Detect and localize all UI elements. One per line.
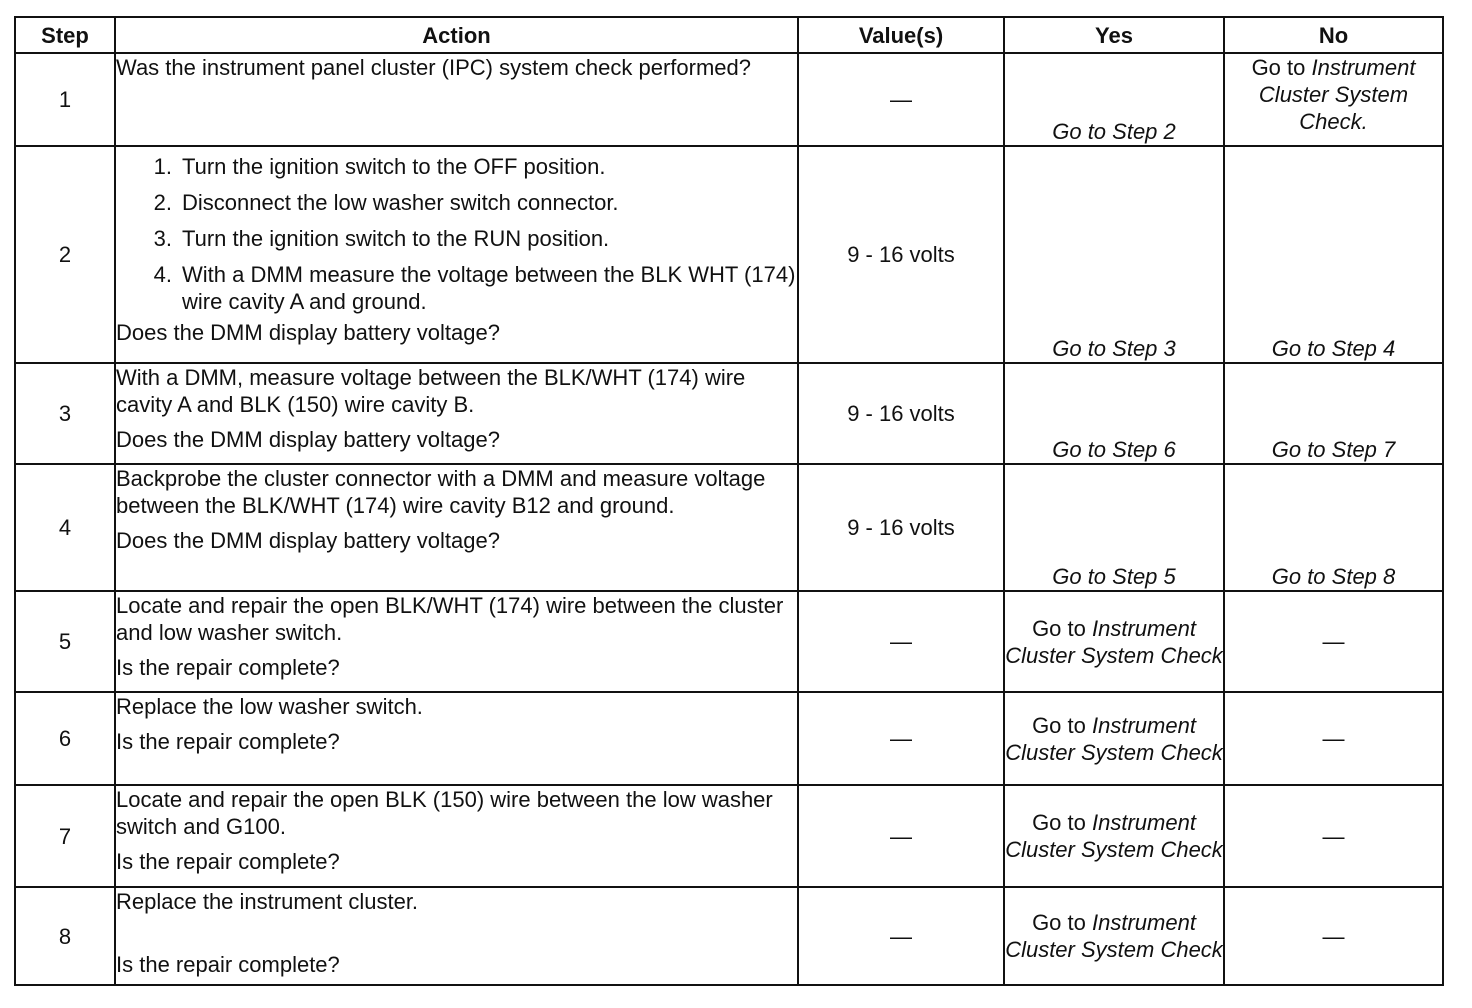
substep-number: 4. bbox=[153, 262, 172, 287]
diagnostic-table bbox=[14, 16, 1444, 986]
action-text: Replace the low washer switch. bbox=[116, 694, 423, 719]
table-row bbox=[15, 785, 1443, 887]
no-cell: — bbox=[1224, 591, 1443, 692]
step-number: 8 bbox=[15, 887, 115, 985]
action-text: Locate and repair the open BLK (150) wire between the low washer switch and G100. bbox=[116, 787, 773, 839]
step-number: 7 bbox=[15, 785, 115, 887]
substep bbox=[116, 261, 797, 315]
value-cell: 9 - 16 volts bbox=[798, 146, 1004, 363]
value-cell: 9 - 16 volts bbox=[798, 363, 1004, 464]
action-text: Was the instrument panel cluster (IPC) system check performed? bbox=[116, 55, 751, 80]
value-cell: — bbox=[798, 692, 1004, 785]
value-cell: — bbox=[798, 785, 1004, 887]
yes-cell bbox=[1004, 591, 1224, 692]
action-cell bbox=[115, 887, 798, 985]
yes-prefix: Go to bbox=[1032, 615, 1086, 641]
action-cell bbox=[115, 785, 798, 887]
yes-prefix: Go to bbox=[1032, 910, 1086, 935]
no-cell: — bbox=[1224, 692, 1443, 785]
step-number: 3 bbox=[15, 363, 115, 464]
action-question: Is the repair complete? bbox=[116, 952, 340, 977]
step-number: 6 bbox=[15, 692, 115, 785]
table-row bbox=[15, 363, 1443, 464]
action-cell bbox=[115, 464, 798, 591]
action-cell bbox=[115, 363, 798, 464]
substep bbox=[116, 189, 797, 216]
value-cell: 9 - 16 volts bbox=[798, 464, 1004, 591]
value-cell: — bbox=[798, 53, 1004, 146]
no-cell: Go to Step 7 bbox=[1224, 363, 1443, 464]
yes-cell bbox=[1004, 887, 1224, 985]
yes-prefix: Go to bbox=[1032, 712, 1086, 738]
yes-link: Instrument Cluster System Check bbox=[1005, 910, 1223, 962]
yes-link: Instrument Cluster System Check bbox=[1005, 615, 1223, 668]
action-substeps bbox=[116, 153, 797, 315]
substep bbox=[116, 153, 797, 180]
no-link: Instrument Cluster System Check. bbox=[1258, 55, 1416, 134]
yes-link: Instrument Cluster System Check bbox=[1005, 712, 1223, 765]
substep-text: Turn the ignition switch to the RUN position. bbox=[182, 226, 610, 251]
table-row bbox=[15, 887, 1443, 985]
table-row bbox=[15, 53, 1443, 146]
yes-cell bbox=[1004, 692, 1224, 785]
substep-number: 1. bbox=[153, 154, 172, 179]
no-cell bbox=[1224, 53, 1443, 146]
table-row bbox=[15, 464, 1443, 591]
no-cell: — bbox=[1224, 887, 1443, 985]
no-prefix: Go to bbox=[1251, 55, 1306, 80]
yes-prefix: Go to bbox=[1032, 810, 1086, 835]
table-row bbox=[15, 692, 1443, 785]
table-row bbox=[15, 591, 1443, 692]
action-question: Does the DMM display battery voltage? bbox=[116, 528, 500, 553]
value-cell: — bbox=[798, 591, 1004, 692]
action-cell bbox=[115, 591, 798, 692]
header-values: Value(s) bbox=[798, 17, 1004, 53]
substep-number: 3. bbox=[153, 226, 172, 251]
substep bbox=[116, 225, 797, 252]
action-text: With a DMM, measure voltage between the BLK/WHT (174) wire cavity A and BLK (150) wire cavity B. bbox=[116, 365, 746, 417]
step-number: 1 bbox=[15, 53, 115, 146]
yes-cell: Go to Step 3 bbox=[1004, 146, 1224, 363]
action-question: Is the repair complete? bbox=[116, 729, 340, 754]
action-text: Locate and repair the open BLK/WHT (174) wire between the cluster and low washer switch. bbox=[116, 593, 784, 645]
no-cell: Go to Step 4 bbox=[1224, 146, 1443, 363]
step-number: 2 bbox=[15, 146, 115, 363]
action-text: Backprobe the cluster connector with a DMM and measure voltage between the BLK/WHT (174) wire cavity B12 and ground. bbox=[116, 466, 766, 518]
substep-text: Disconnect the low washer switch connector. bbox=[182, 190, 619, 215]
action-question: Does the DMM display battery voltage? bbox=[116, 320, 500, 345]
action-question: Is the repair complete? bbox=[116, 849, 340, 874]
substep-number: 2. bbox=[153, 190, 172, 215]
action-cell bbox=[115, 53, 798, 146]
substep-text: Turn the ignition switch to the OFF position. bbox=[182, 154, 606, 179]
action-question: Is the repair complete? bbox=[116, 655, 340, 680]
action-cell bbox=[115, 692, 798, 785]
yes-cell: Go to Step 2 bbox=[1004, 53, 1224, 146]
header-action: Action bbox=[115, 17, 798, 53]
yes-cell: Go to Step 5 bbox=[1004, 464, 1224, 591]
action-cell bbox=[115, 146, 798, 363]
step-number: 5 bbox=[15, 591, 115, 692]
yes-cell bbox=[1004, 785, 1224, 887]
header-no: No bbox=[1224, 17, 1443, 53]
table-row bbox=[15, 146, 1443, 363]
value-cell: — bbox=[798, 887, 1004, 985]
substep-text: With a DMM measure the voltage between the BLK WHT (174) wire cavity A and ground. bbox=[182, 262, 796, 314]
no-cell: — bbox=[1224, 785, 1443, 887]
step-number: 4 bbox=[15, 464, 115, 591]
table-header-row bbox=[15, 17, 1443, 53]
yes-cell: Go to Step 6 bbox=[1004, 363, 1224, 464]
no-cell: Go to Step 8 bbox=[1224, 464, 1443, 591]
action-question: Does the DMM display battery voltage? bbox=[116, 427, 500, 452]
action-text: Replace the instrument cluster. bbox=[116, 889, 419, 914]
header-yes: Yes bbox=[1004, 17, 1224, 53]
header-step: Step bbox=[15, 17, 115, 53]
yes-link: Instrument Cluster System Check bbox=[1005, 810, 1223, 862]
